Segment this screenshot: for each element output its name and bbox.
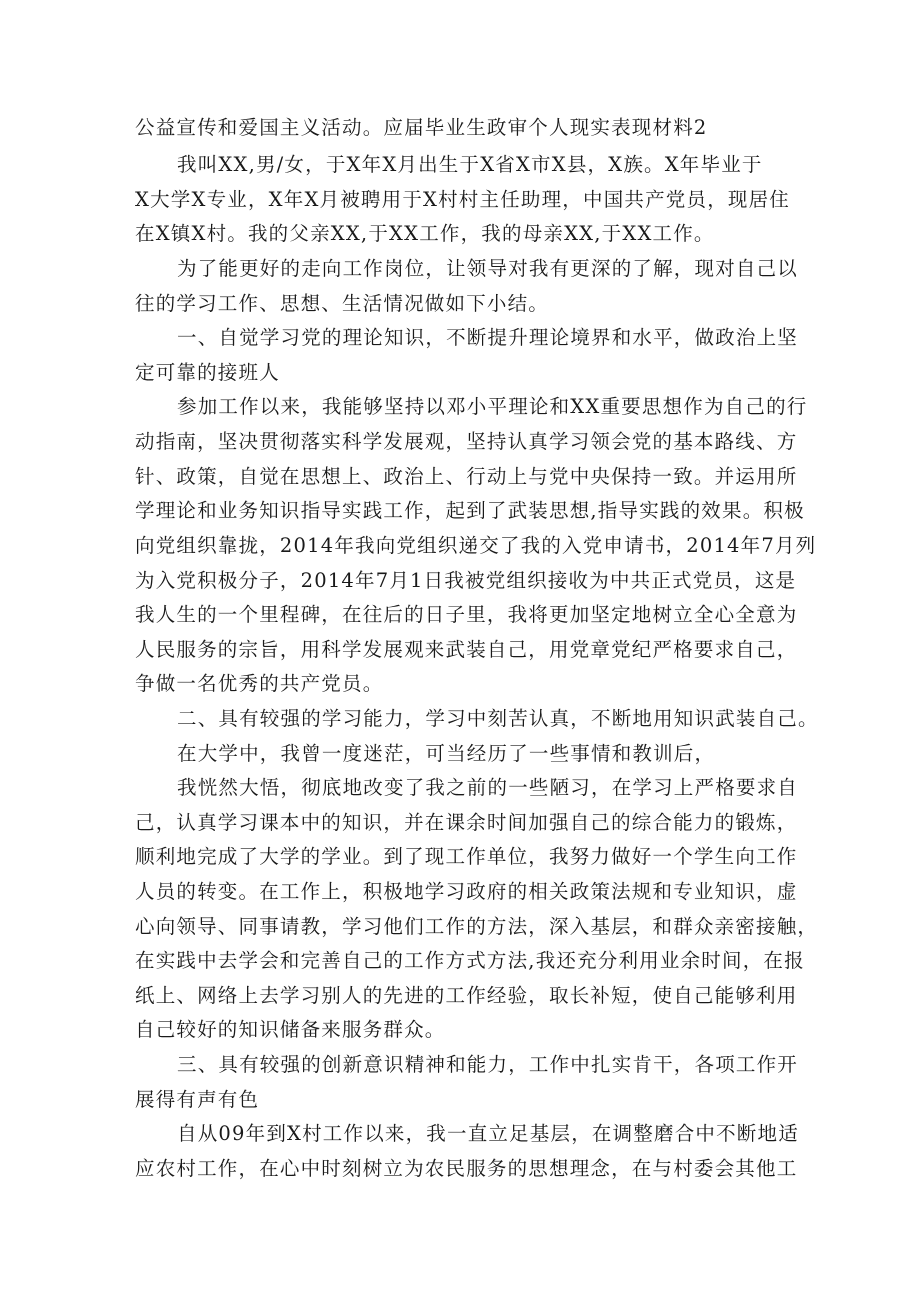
text-line: 人民服务的宗旨，用科学发展观来武装自己，用党章党纪严格要求自己， — [135, 638, 798, 661]
text-line: 纸上、网络上去学习别人的先进的工作经验，取长补短，使自己能够利用 — [135, 984, 798, 1007]
text-line: 己，认真学习课本中的知识，并在课余时间加强自己的综合能力的锻炼， — [135, 811, 798, 834]
text-line: 在X镇X村。我的父亲XX,于XX工作，我的母亲XX,于XX工作。 — [135, 222, 715, 245]
text-line: 往的学习工作、思想、生活情况做如下小结。 — [135, 292, 550, 315]
text-line: 自从09年到X村工作以来，我一直立足基层，在调整磨合中不断地适 — [177, 1122, 799, 1145]
text-line: 人员的转变。在工作上，积极地学习政府的相关政策法规和专业知识，虚 — [135, 880, 798, 903]
text-line: 自己较好的知识储备来服务群众。 — [135, 1018, 446, 1041]
text-line: 定可靠的接班人 — [135, 361, 280, 384]
text-line: 为入党积极分子，2014年7月1日我被党组织接收为中共正式党员，这是 — [135, 569, 797, 592]
text-line: 我叫XX,男/女，于X年X月出生于X省X市X县，X族。X年毕业于 — [177, 153, 763, 176]
text-line: 学理论和业务知识指导实践工作，起到了武装思想,指导实践的效果。积极 — [135, 499, 805, 522]
text-line: 争做一名优秀的共产党员。 — [135, 672, 384, 695]
text-line: 我人生的一个里程碑，在往后的日子里，我将更加坚定地树立全心全意为 — [135, 603, 798, 626]
text-line: 三、具有较强的创新意识精神和能力，工作中扎实肯干，各项工作开 — [177, 1053, 799, 1076]
text-line: 参加工作以来，我能够坚持以邓小平理论和XX重要思想作为自己的行 — [177, 395, 808, 418]
text-line: 我恍然大悟，彻底地改变了我之前的一些陋习，在学习上严格要求自 — [177, 776, 799, 799]
text-line: 公益宣传和爱国主义活动。应届毕业生政审个人现实表现材料2 — [135, 116, 708, 139]
text-line: 一、自觉学习党的理论知识，不断提升理论境界和水平，做政治上坚 — [177, 326, 799, 349]
text-line: 动指南，坚决贯彻落实科学发展观，坚持认真学习领会党的基本路线、方 — [135, 430, 798, 453]
text-line: 心向领导、同事请教，学习他们工作的方法，深入基层，和群众亲密接触， — [135, 915, 819, 938]
text-line: X大学X专业，X年X月被聘用于X村村主任助理，中国共产党员，现居住 — [135, 188, 791, 211]
text-line: 顺利地完成了大学的学业。到了现工作单位，我努力做好一个学生向工作 — [135, 845, 798, 868]
text-line: 应农村工作，在心中时刻树立为农民服务的思想理念，在与村委会其他工 — [135, 1157, 798, 1180]
text-line: 二、具有较强的学习能力，学习中刻苦认真，不断地用知识武装自己。 — [177, 707, 819, 730]
text-line: 为了能更好的走向工作岗位，让领导对我有更深的了解，现对自己以 — [177, 257, 799, 280]
text-line: 针、政策，自觉在思想上、政治上、行动上与党中央保持一致。并运用所 — [135, 465, 798, 488]
text-line: 在大学中，我曾一度迷茫，可当经历了一些事情和教训后， — [177, 742, 716, 765]
text-line: 展得有声有色 — [135, 1088, 260, 1111]
text-line: 在实践中去学会和完善自己的工作方式方法,我还充分利用业余时间，在报 — [135, 949, 805, 972]
text-line: 向党组织靠拢，2014年我向党组织递交了我的入党申请书，2014年7月列 — [135, 534, 817, 557]
